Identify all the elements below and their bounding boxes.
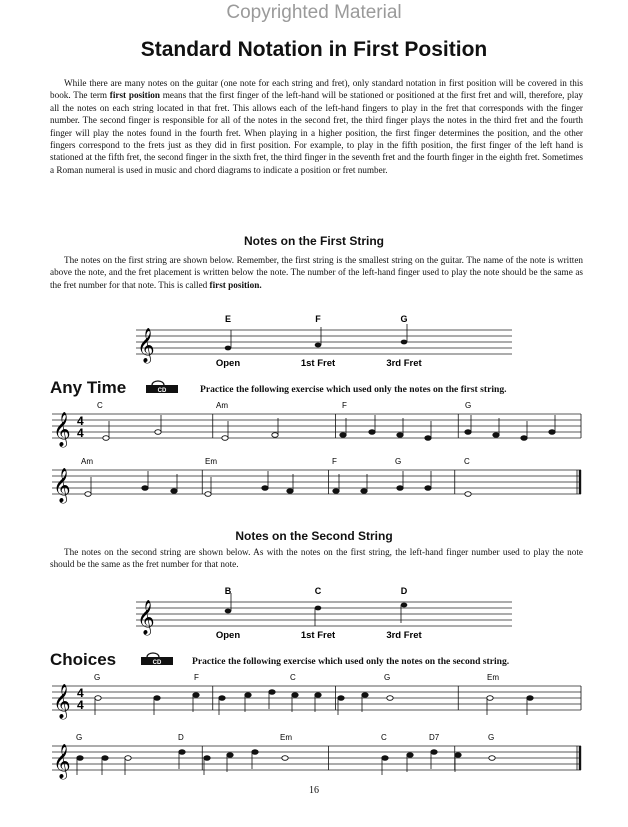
first-string-paragraph: The notes on the first string are shown below. Remember, the first string is the smallest string on the guitar. The name of the note is written above the note, and the fret placement is written below the note. The number of the left-hand finger used to play the note should be the same as the fret number for that note. This is called first position. <box>50 255 583 290</box>
note-head <box>272 433 278 438</box>
chord-symbol: C <box>290 673 296 682</box>
chord-symbol: Am <box>216 401 228 410</box>
treble-clef-icon: 𝄞 <box>137 329 155 362</box>
note-head <box>487 696 493 701</box>
treble-clef-icon: 𝄞 <box>53 745 71 778</box>
chord-symbol: G <box>384 673 391 682</box>
note-head <box>397 486 403 491</box>
note-name-g: G <box>400 314 408 324</box>
note-head <box>455 753 461 758</box>
note-head <box>527 696 533 701</box>
note-name-b: B <box>224 586 232 596</box>
treble-clef-icon: 𝄞 <box>53 685 71 718</box>
exercise1-staff-row2 <box>50 454 585 504</box>
note-head <box>245 693 251 698</box>
copyright-watermark: Copyrighted Material <box>226 2 402 23</box>
chord-symbol: Em <box>487 673 499 682</box>
note-name-d: D <box>400 586 408 596</box>
note-head <box>171 489 177 494</box>
note-head <box>465 492 471 497</box>
intro-paragraph: While there are many notes on the guitar (one note for each string and fret), only standard notation in first position will be covered in this book. The term first position means that the first finger of the left-hand will be stationed or positioned at the first fret and will, therefore, play all the notes on each string located in that fret. This allows each of the left-hand fingers to play in the fret that corresponds with the finger number. The second finger is responsible for all of the notes in the second fret, the third finger plays the notes in the third fret and the fourth finger will play the notes found in the fourth fret. When playing in a higher position, the first finger determines the position, and the other fingers correspond to the frets just as they did in first position. For example, to play in the fifth position, the first finger of the left hand is stationed at the fifth fret, the second finger in the sixth fret, the third finger in the seventh fret and the fourth finger in the eighth fret. Sometimes a Roman numeral is used in music and chord diagrams to indicate a position or fret number. <box>50 78 583 175</box>
svg-text:CD: CD <box>152 660 162 666</box>
note-head <box>489 756 495 761</box>
note-name-e: E <box>224 314 232 324</box>
note-head <box>252 750 258 755</box>
chord-symbol: D7 <box>429 733 440 742</box>
chord-symbol: F <box>332 457 337 466</box>
chord-symbol: G <box>395 457 402 466</box>
chord-symbol: F <box>194 673 199 682</box>
time-signature-top: 4 <box>77 414 84 428</box>
note-head <box>282 756 288 761</box>
note-head <box>95 696 101 701</box>
treble-clef-icon: 𝄞 <box>53 469 71 502</box>
chord-symbol: C <box>381 733 387 742</box>
note-head <box>155 430 161 435</box>
chord-symbol: G <box>94 673 101 682</box>
note-head-f <box>315 343 322 348</box>
note-head <box>361 489 367 494</box>
time-signature-bottom: 4 <box>77 698 84 712</box>
second-string-notes-staff <box>128 580 518 642</box>
exercise-title-choices: Choices <box>50 650 117 669</box>
staff-lines <box>136 602 512 626</box>
chord-symbol: D <box>178 733 184 742</box>
exercise2-staff-row1 <box>50 670 585 720</box>
exercise-description-any-time: Practice the following exercise which used only the notes on the first string. <box>200 384 507 395</box>
note-head <box>85 492 91 497</box>
exercise1-staff-row1 <box>50 398 585 448</box>
exercise-description-choices: Practice the following exercise which used only the notes on the second string. <box>192 656 510 667</box>
chord-symbol: Em <box>205 457 217 466</box>
note-head <box>338 696 344 701</box>
exercise-title-any-time: Any Time <box>50 378 127 397</box>
staff-lines <box>136 330 512 354</box>
note-head <box>154 696 160 701</box>
audio-cd-icon <box>142 376 182 396</box>
note-head <box>425 486 431 491</box>
fret-label-3rd: 3rd Fret <box>386 358 422 369</box>
exercise2-staff-row2 <box>50 730 585 780</box>
chord-symbol: C <box>97 401 103 410</box>
page-number: 16 <box>309 785 319 796</box>
chord-symbol: G <box>488 733 495 742</box>
note-head <box>315 693 321 698</box>
note-head <box>340 433 346 438</box>
note-name-c: C <box>314 586 322 596</box>
note-head <box>549 430 555 435</box>
note-head <box>287 489 293 494</box>
chord-symbol: G <box>465 401 472 410</box>
note-head <box>77 756 83 761</box>
note-head <box>193 693 199 698</box>
chord-symbol: C <box>464 457 470 466</box>
note-head <box>262 486 268 491</box>
fret-label-1st: 1st Fret <box>300 630 336 641</box>
note-head <box>142 486 148 491</box>
note-head <box>333 489 339 494</box>
note-head-b <box>225 609 232 614</box>
svg-text:CD: CD <box>157 388 167 394</box>
note-head-c <box>315 606 322 611</box>
note-head <box>407 753 413 758</box>
note-head-d <box>401 603 408 608</box>
chord-symbol: F <box>342 401 347 410</box>
section-heading-second-string: Notes on the Second String <box>235 529 393 543</box>
note-head <box>103 436 109 441</box>
chord-symbol: Em <box>280 733 292 742</box>
note-head <box>102 756 108 761</box>
note-head <box>369 430 375 435</box>
note-head <box>204 756 210 761</box>
note-head <box>431 750 437 755</box>
chord-symbol: Am <box>81 457 93 466</box>
note-head <box>493 433 499 438</box>
note-head <box>269 690 275 695</box>
note-head <box>397 433 403 438</box>
note-head <box>382 756 388 761</box>
note-head <box>125 756 131 761</box>
fret-label-1st: 1st Fret <box>300 358 336 369</box>
note-head <box>219 696 225 701</box>
note-head <box>205 492 211 497</box>
first-string-notes-staff <box>128 308 518 370</box>
fret-label-3rd: 3rd Fret <box>386 630 422 641</box>
second-string-paragraph: The notes on the second string are shown below. As with the notes on the first string, the left-hand finger number used to play the note should be the same as the fret number for that note. <box>50 547 583 570</box>
note-head-e <box>225 346 232 351</box>
note-head <box>387 696 393 701</box>
treble-clef-icon: 𝄞 <box>137 601 155 634</box>
note-head <box>465 430 471 435</box>
note-head <box>425 436 431 441</box>
note-head <box>521 436 527 441</box>
time-signature-top: 4 <box>77 686 84 700</box>
treble-clef-icon: 𝄞 <box>53 413 71 446</box>
fret-label-open: Open <box>215 630 241 641</box>
audio-cd-icon <box>137 648 177 668</box>
note-head <box>222 436 228 441</box>
note-head <box>362 693 368 698</box>
note-head <box>179 750 185 755</box>
note-head <box>227 753 233 758</box>
note-head <box>292 693 298 698</box>
note-head-g <box>401 340 408 345</box>
chord-symbol: G <box>76 733 83 742</box>
page-title: Standard Notation in First Position <box>140 38 488 61</box>
section-heading-first-string: Notes on the First String <box>243 234 384 248</box>
fret-label-open: Open <box>215 358 241 369</box>
note-name-f: F <box>315 314 321 324</box>
time-signature-bottom: 4 <box>77 426 84 440</box>
